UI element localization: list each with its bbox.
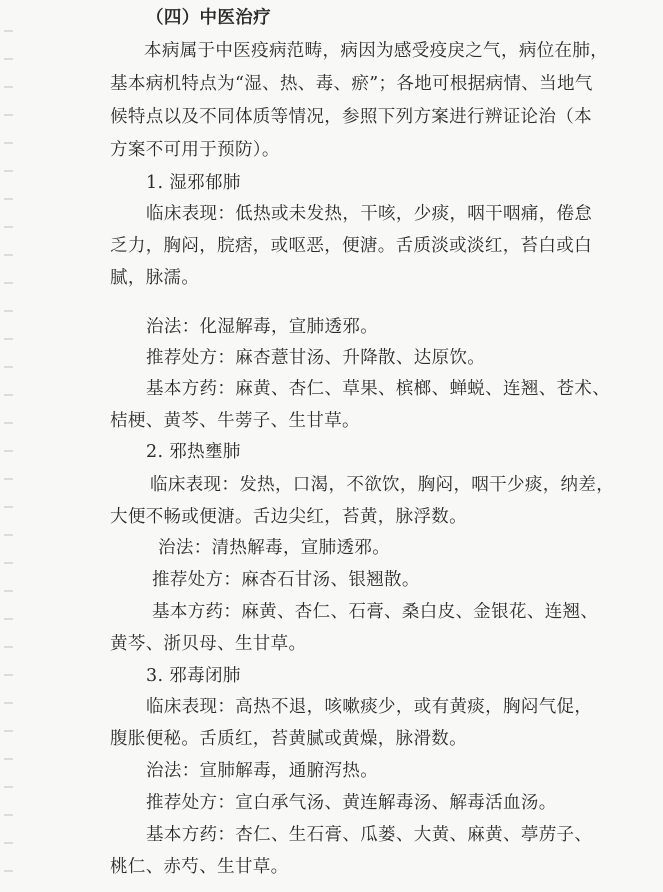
herbs-line: 基本方药：麻黄、杏仁、草果、槟榔、蝉蜕、连翘、苍术、	[146, 379, 611, 399]
subsection-title: 2. 邪热壅肺	[146, 442, 241, 462]
clinical-line: 临床表现：低热或未发热，干咳，少痰，咽干咽痛，倦怠	[146, 204, 593, 224]
herbs-line: 黄芩、浙贝母、生甘草。	[110, 634, 307, 654]
herbs-line: 基本方药：麻黄、杏仁、石膏、桑白皮、金银花、连翘、	[152, 602, 599, 622]
treatment-line: 治法：化湿解毒，宣肺透邪。	[146, 317, 379, 337]
herbs-line: 桔梗、黄芩、牛蒡子、生甘草。	[110, 411, 360, 431]
clinical-line: 腹胀便秘。舌质红，苔黄腻或黄燥，脉滑数。	[110, 729, 467, 749]
clinical-line: 临床表现：高热不退，咳嗽痰少，或有黄痰，胸闷气促，	[146, 697, 593, 717]
treatment-line: 治法：宣肺解毒，通腑泻热。	[146, 761, 379, 781]
herbs-line: 基本方药：杏仁、生石膏、瓜蒌、大黄、麻黄、葶苈子、	[146, 825, 593, 845]
prescription-line: 推荐处方：宣白承气汤、黄连解毒汤、解毒活血汤。	[146, 793, 557, 813]
clinical-line: 腻，脉濡。	[110, 268, 200, 288]
prescription-line: 推荐处方：麻杏石甘汤、银翘散。	[152, 570, 420, 590]
scan-margin-marks	[0, 0, 22, 892]
subsection-title: 3. 邪毒闭肺	[146, 666, 241, 686]
prescription-line: 推荐处方：麻杏薏甘汤、升降散、达原饮。	[146, 348, 486, 368]
intro-line: 本病属于中医疫病范畴，病因为感受疫戾之气，病位在肺，	[144, 41, 609, 61]
clinical-line: 乏力，胸闷，脘痞，或呕恶，便溏。舌质淡或淡红，苔白或白	[110, 236, 592, 256]
treatment-line: 治法：清热解毒，宣肺透邪。	[158, 538, 391, 558]
section-title: （四）中医治疗	[146, 8, 271, 28]
clinical-line: 大便不畅或便溏。舌边尖红，苔黄，脉浮数。	[110, 507, 467, 527]
clinical-line: 临床表现：发热，口渴，不欲饮，胸闷，咽干少痰，纳差，	[150, 475, 615, 495]
intro-line: 候特点以及不同体质等情况，参照下列方案进行辨证论治（本	[110, 107, 592, 127]
intro-line: 基本病机特点为“湿、热、毒、瘀”；各地可根据病情、当地气	[110, 74, 593, 94]
herbs-line: 桃仁、赤芍、生甘草。	[110, 857, 289, 877]
subsection-title: 1. 湿邪郁肺	[146, 173, 241, 193]
intro-line: 方案不可用于预防）。	[110, 140, 280, 160]
